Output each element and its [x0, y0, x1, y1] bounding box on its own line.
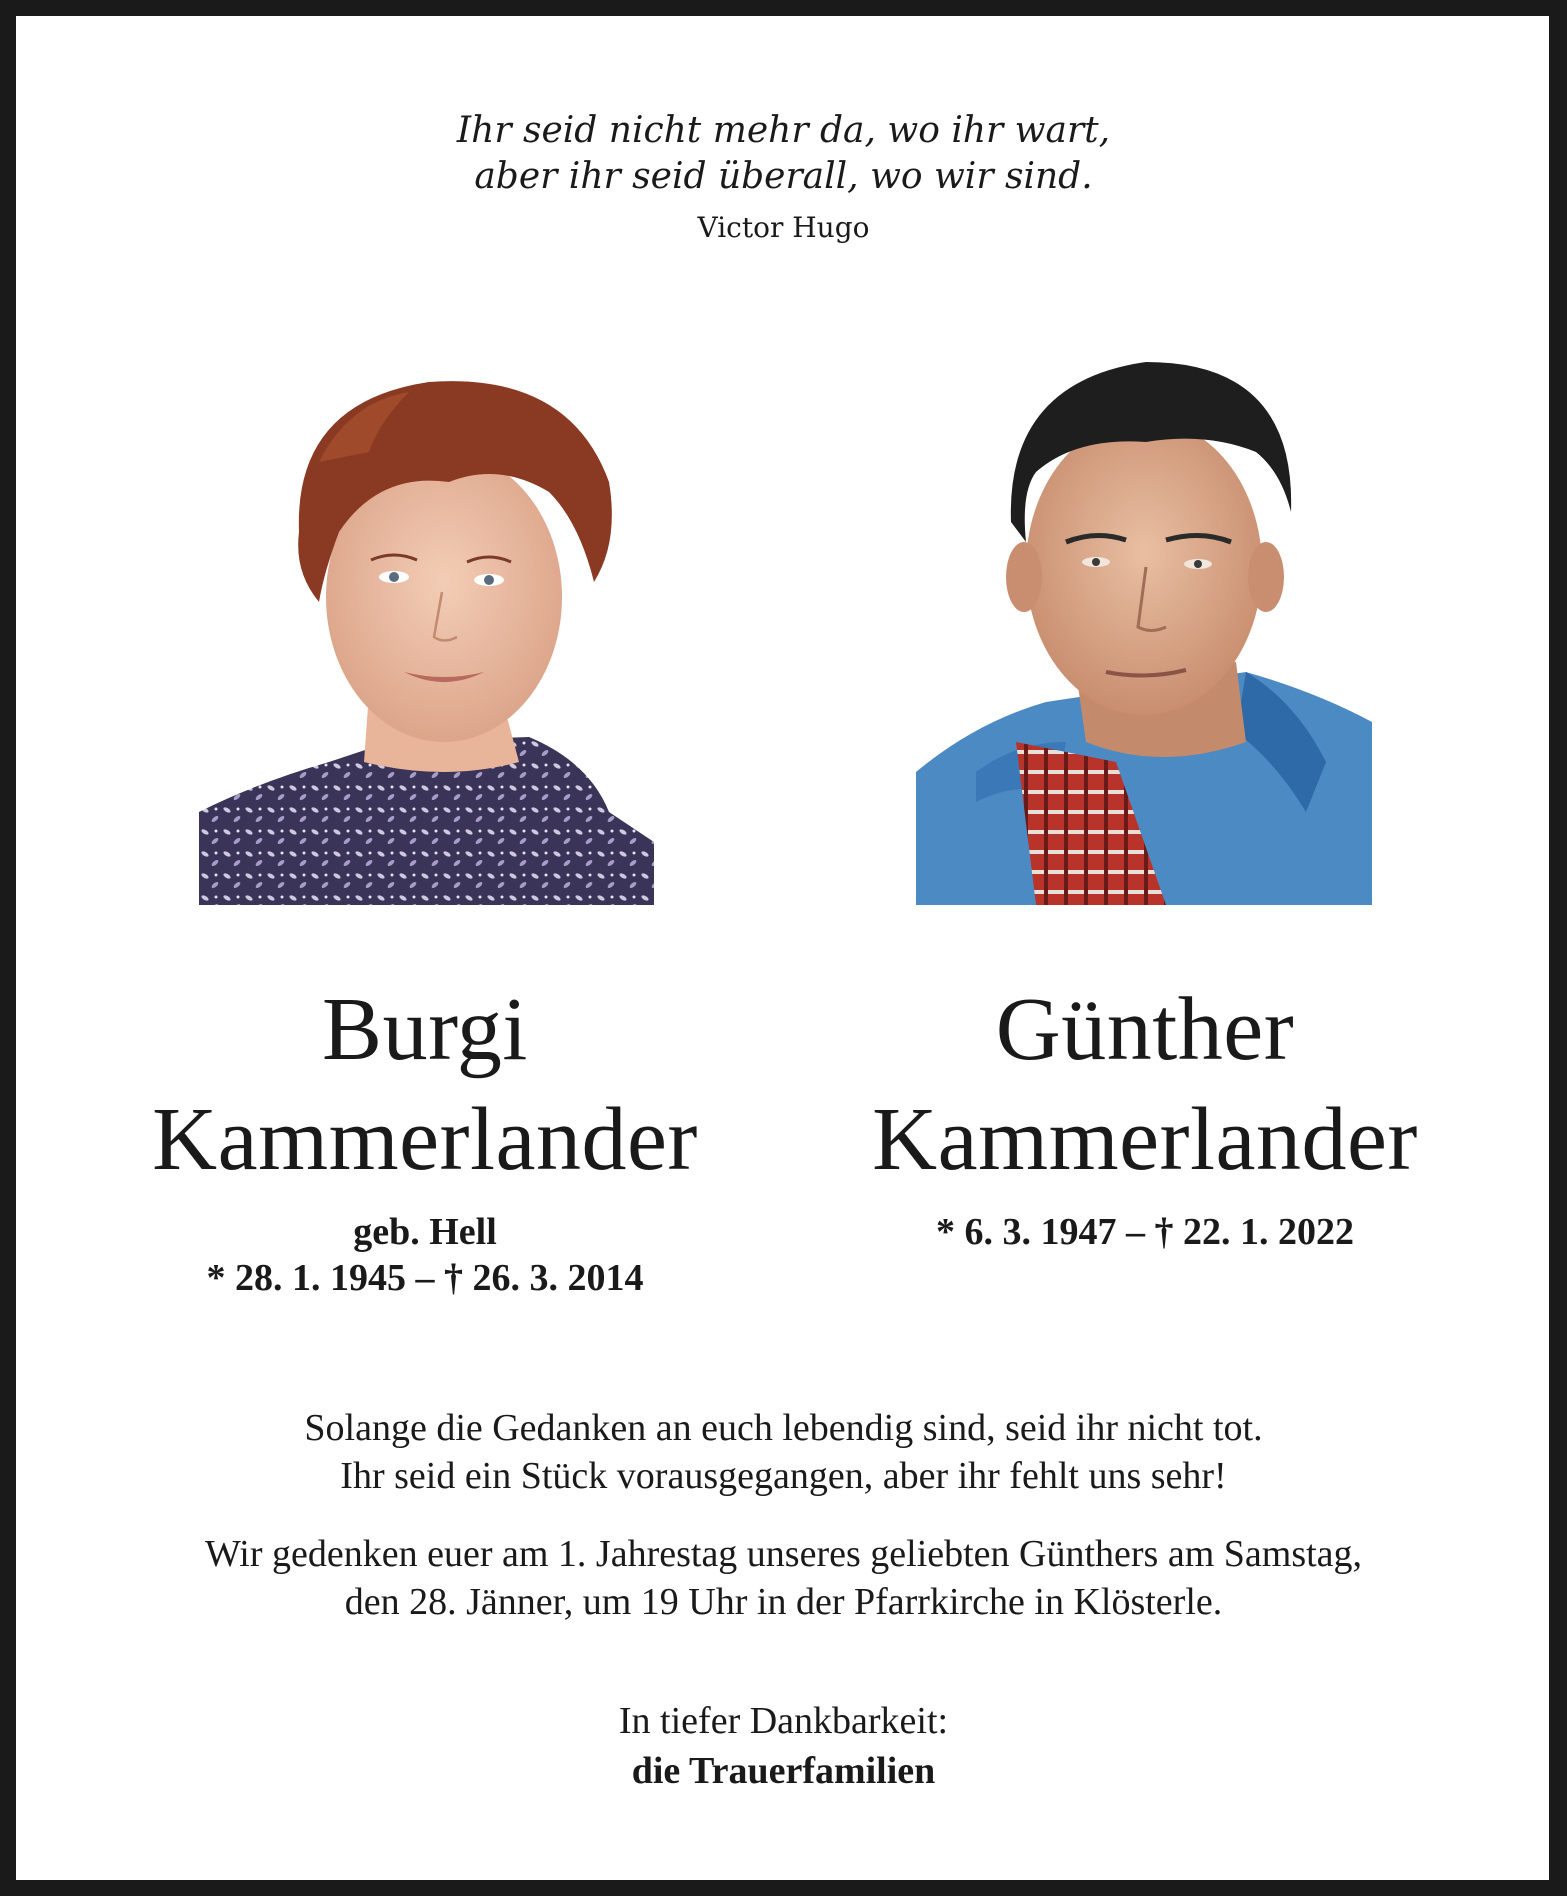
quote-author: Victor Hugo — [697, 211, 870, 244]
quote-line-1: Ihr seid nicht mehr da, wo ihr wart, — [456, 110, 1111, 151]
person-guenther — [760, 975, 1530, 1255]
signature-line: die Trauerfamilien — [631, 1750, 936, 1792]
quote — [0, 108, 1567, 200]
last-name: Kammerlander — [872, 1090, 1418, 1189]
quote-line-2: aber ihr seid überall, wo wir sind. — [474, 156, 1093, 197]
first-name: Burgi — [322, 980, 528, 1079]
memorial-paragraph-2 — [0, 1530, 1567, 1626]
paragraph-line: Wir gedenken euer am 1. Jahrestag unseres geliebten Günthers am Samstag, — [204, 1533, 1363, 1575]
life-dates: * 6. 3. 1947 – † 22. 1. 2022 — [936, 1211, 1354, 1253]
portrait-photo-burgi — [199, 342, 654, 905]
thanks-line: In tiefer Dankbarkeit: — [618, 1700, 949, 1742]
first-name: Günther — [995, 980, 1295, 1079]
life-dates: * 28. 1. 1945 – † 26. 3. 2014 — [206, 1257, 644, 1299]
paragraph-line: Solange die Gedanken an euch lebendig sind, seid ihr nicht tot. — [304, 1407, 1263, 1449]
last-name: Kammerlander — [152, 1090, 698, 1189]
portrait-photo-guenther — [916, 342, 1372, 905]
maiden-name: geb. Hell — [353, 1211, 497, 1253]
paragraph-line: Ihr seid ein Stück vorausgegangen, aber ihr fehlt uns sehr! — [340, 1455, 1227, 1497]
person-burgi — [40, 975, 810, 1301]
paragraph-line: den 28. Jänner, um 19 Uhr in der Pfarrkirche in Klösterle. — [344, 1581, 1223, 1623]
memorial-paragraph-1 — [0, 1404, 1567, 1500]
